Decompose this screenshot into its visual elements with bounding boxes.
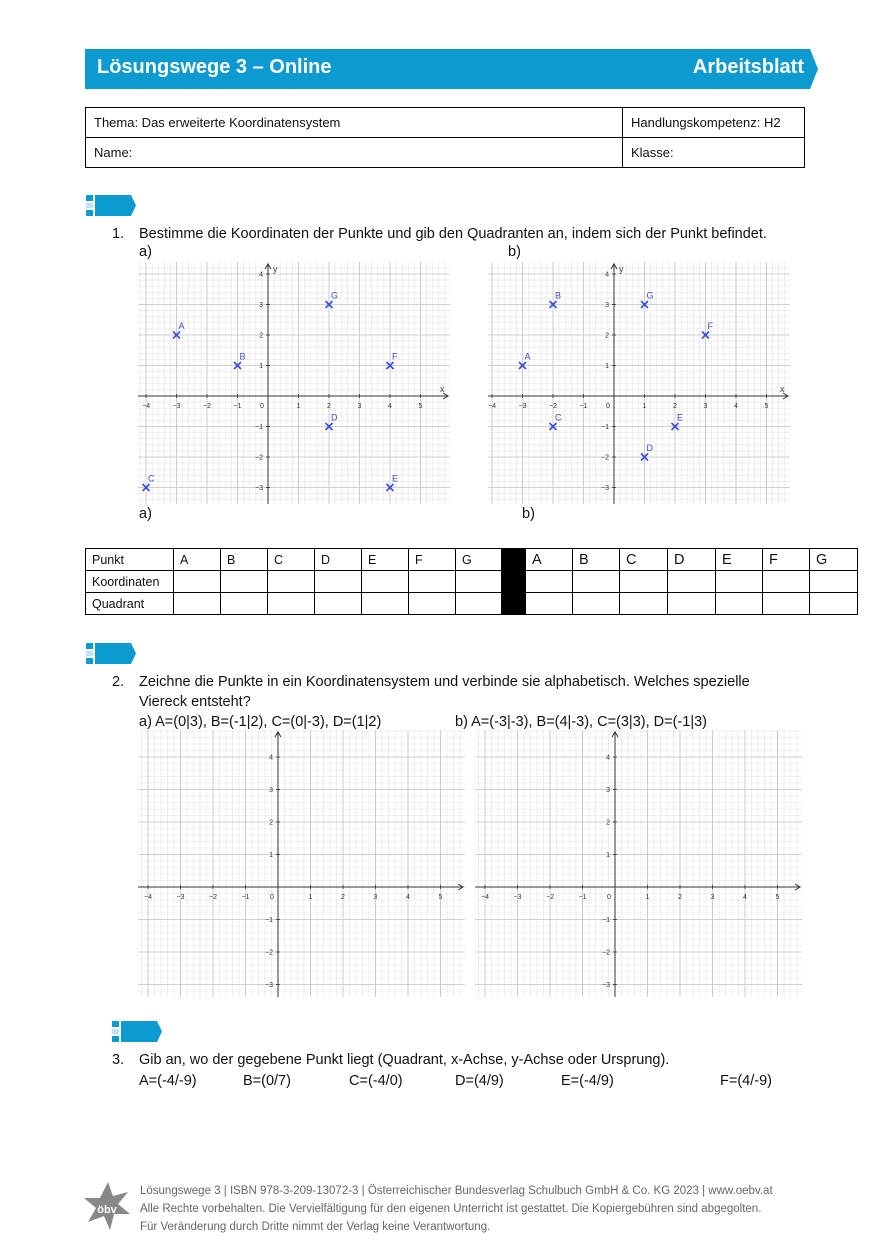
x-tick-label: −1 <box>233 403 242 410</box>
y-tick-label: −1 <box>602 917 610 924</box>
x-tick-label: 1 <box>296 403 301 410</box>
footer-line-1: Lösungswege 3 | ISBN 978-3-209-13072-3 | Österreichischer Bundesverlag Schulbuch GmbH & Co. KG 2023 | www.oebv.at <box>140 1185 773 1197</box>
point-header-b: C <box>620 549 668 571</box>
table-b-label: b) <box>522 506 535 522</box>
point-header-b: E <box>716 549 763 571</box>
task-2-sub-b: b) A=(-3|-3), B=(4|-3), C=(3|3), D=(-1|3) <box>455 714 707 730</box>
x-tick-label: −3 <box>513 894 522 901</box>
y-tick-label: 1 <box>269 852 273 859</box>
x-tick-label: 2 <box>678 894 682 901</box>
x-tick-label: −1 <box>241 894 250 901</box>
point-marker-d <box>326 413 339 431</box>
answer-cell[interactable] <box>174 571 221 593</box>
x-axis-label: x <box>440 384 445 394</box>
point-header-a: C <box>268 549 315 571</box>
y-axis-label: y <box>273 264 278 274</box>
answer-cell[interactable] <box>315 593 362 615</box>
point-header-a: D <box>315 549 362 571</box>
info-table <box>85 107 805 168</box>
task-3-point: A=(-4/-9) <box>139 1073 197 1089</box>
y-tick-label: 1 <box>606 852 610 859</box>
y-tick-label: 3 <box>606 787 610 794</box>
point-header-a: A <box>174 549 221 571</box>
header-banner <box>85 49 818 89</box>
x-tick-label: −3 <box>172 403 181 410</box>
y-tick-label: 4 <box>269 754 273 762</box>
point-header-a: F <box>409 549 456 571</box>
footer <box>140 1182 773 1236</box>
task-2-sub-a: a) A=(0|3), B=(-1|2), C=(0|-3), D=(1|2) <box>139 714 382 730</box>
point-label: G <box>331 290 339 301</box>
point-header-a: G <box>456 549 502 571</box>
point-header-b: F <box>763 549 810 571</box>
point-label: B <box>239 351 246 362</box>
point-header-b: G <box>810 549 858 571</box>
y-tick-label: 2 <box>606 819 610 827</box>
x-tick-label: 2 <box>327 403 331 410</box>
row-label: Punkt <box>86 549 174 571</box>
y-tick-label: −2 <box>265 949 273 957</box>
point-header-b: B <box>573 549 620 571</box>
y-tick-label: −2 <box>255 454 263 462</box>
task-2-text-line2: Viereck entsteht? <box>139 694 251 710</box>
answer-cell[interactable] <box>716 593 763 615</box>
point-marker-g <box>326 291 339 309</box>
name-field[interactable]: Name: <box>86 138 623 168</box>
y-tick-label: −3 <box>255 485 263 492</box>
table-a-label: a) <box>139 506 152 522</box>
y-tick-label: 2 <box>269 819 273 827</box>
answer-cell[interactable] <box>174 593 221 615</box>
x-tick-label: 2 <box>673 403 677 410</box>
point-marker-c <box>550 413 563 431</box>
task-3-point: E=(-4/9) <box>561 1073 614 1089</box>
answer-cell[interactable] <box>315 571 362 593</box>
y-tick-label: 3 <box>605 302 609 309</box>
answer-cell[interactable] <box>221 593 268 615</box>
x-tick-label: 2 <box>341 894 345 901</box>
answer-cell[interactable] <box>362 593 409 615</box>
coordinate-system <box>475 730 802 997</box>
coordinate-system <box>488 262 790 504</box>
x-tick-label: 1 <box>642 403 647 410</box>
point-header-b: A <box>526 549 573 571</box>
oebv-logo-icon <box>80 1178 136 1234</box>
header-doc-type: Arbeitsblatt <box>692 56 804 78</box>
answer-cell[interactable] <box>362 571 409 593</box>
section-marker-1 <box>86 195 138 217</box>
answer-cell[interactable] <box>526 571 573 593</box>
x-tick-label: 3 <box>710 894 715 901</box>
answer-cell[interactable] <box>456 571 502 593</box>
task-3-number: 3. <box>112 1052 125 1068</box>
y-tick-label: 4 <box>606 754 610 762</box>
answer-cell[interactable] <box>810 571 858 593</box>
x-tick-label: 0 <box>260 403 264 410</box>
answer-cell[interactable] <box>573 571 620 593</box>
answer-cell[interactable] <box>268 593 315 615</box>
point-label: E <box>677 412 684 423</box>
point-marker-d <box>641 443 654 461</box>
x-tick-label: −3 <box>176 894 185 901</box>
point-marker-c <box>143 474 156 492</box>
point-label: D <box>331 412 338 423</box>
y-axis-label: y <box>619 264 624 274</box>
graph-b-label: b) <box>508 244 521 260</box>
point-header-a: E <box>362 549 409 571</box>
section-marker-2 <box>86 643 138 665</box>
y-tick-label: 2 <box>605 332 609 340</box>
y-tick-label: −1 <box>255 424 263 431</box>
x-tick-label: 1 <box>645 894 650 901</box>
table-row-koordinaten <box>86 571 858 593</box>
topic-cell: Thema: Das erweiterte Koordinatensystem <box>86 108 623 138</box>
separator-cell <box>502 593 526 615</box>
point-label: D <box>646 443 653 453</box>
table-row-punkt <box>86 549 858 571</box>
task-2-text-line1: Zeichne die Punkte in ein Koordinatensystem und verbinde sie alphabetisch. Welches spezielle <box>139 674 750 690</box>
x-tick-label: 5 <box>775 894 780 901</box>
x-tick-label: −4 <box>144 894 152 901</box>
x-tick-label: 0 <box>270 894 274 901</box>
logo-text: öbv <box>97 1204 117 1216</box>
row-label: Quadrant <box>86 593 174 615</box>
x-tick-label: −1 <box>579 403 588 410</box>
x-tick-label: −2 <box>203 403 211 410</box>
task-3-point: F=(4/-9) <box>720 1073 772 1089</box>
answer-cell[interactable] <box>409 593 456 615</box>
task-3-point: B=(0/7) <box>243 1073 291 1089</box>
class-field[interactable]: Klasse: <box>623 138 805 168</box>
x-tick-label: 3 <box>373 894 378 901</box>
answer-cell[interactable] <box>526 593 573 615</box>
footer-line-2: Alle Rechte vorbehalten. Die Vervielfältigung für den eigenen Unterricht ist gestattet. Die Kopiergebühren sind abgegolten. <box>140 1203 762 1215</box>
y-tick-label: −3 <box>601 485 609 492</box>
x-axis-label: x <box>780 384 785 394</box>
x-tick-label: −4 <box>488 403 496 410</box>
x-tick-label: 1 <box>308 894 313 901</box>
coordinate-graph-b <box>488 262 790 509</box>
answer-cell[interactable] <box>668 593 716 615</box>
coordinate-system <box>138 262 450 504</box>
answer-cell[interactable] <box>456 593 502 615</box>
y-tick-label: −3 <box>265 982 273 989</box>
x-tick-label: 5 <box>438 894 443 901</box>
task-3-point: D=(4/9) <box>455 1073 504 1089</box>
point-label: E <box>392 473 399 484</box>
x-tick-label: 4 <box>734 403 738 410</box>
separator-cell <box>502 571 526 593</box>
x-tick-label: 0 <box>606 403 610 410</box>
answer-table <box>85 548 858 615</box>
x-tick-label: 4 <box>743 894 747 901</box>
empty-graph-b[interactable] <box>475 730 802 1002</box>
point-label: B <box>555 290 562 301</box>
x-tick-label: −2 <box>546 894 554 901</box>
footer-line-3: Für Veränderung durch Dritte nimmt der Verlag keine Verantwortung. <box>140 1221 491 1233</box>
answer-cell[interactable] <box>620 571 668 593</box>
table-row-quadrant <box>86 593 858 615</box>
x-tick-label: −2 <box>549 403 557 410</box>
answer-cell[interactable] <box>409 571 456 593</box>
task-2-number: 2. <box>112 674 125 690</box>
task-1-text: Bestimme die Koordinaten der Punkte und gib den Quadranten an, indem sich der Punkt befindet. <box>139 226 767 242</box>
y-tick-label: −2 <box>601 454 609 462</box>
answer-cell[interactable] <box>810 593 858 615</box>
coordinate-system <box>138 730 465 997</box>
point-header-b: D <box>668 549 716 571</box>
y-tick-label: 3 <box>259 302 263 309</box>
task-3-point: C=(-4/0) <box>349 1073 403 1089</box>
x-tick-label: −4 <box>142 403 150 410</box>
y-tick-label: −2 <box>602 949 610 957</box>
point-label: F <box>392 351 398 362</box>
y-tick-label: 2 <box>259 332 263 340</box>
answer-cell[interactable] <box>620 593 668 615</box>
y-tick-label: −1 <box>601 424 609 431</box>
answer-cell[interactable] <box>221 571 268 593</box>
y-tick-label: 3 <box>269 787 273 794</box>
y-tick-label: 1 <box>605 363 609 370</box>
point-label: A <box>178 321 185 331</box>
y-tick-label: −1 <box>265 917 273 924</box>
row-label: Koordinaten <box>86 571 174 593</box>
y-tick-label: 1 <box>259 363 263 370</box>
y-tick-label: −3 <box>602 982 610 989</box>
x-tick-label: 4 <box>406 894 410 901</box>
x-tick-label: 5 <box>764 403 769 410</box>
empty-graph-a[interactable] <box>138 730 465 1002</box>
point-label: A <box>524 351 531 362</box>
task-3-text: Gib an, wo der gegebene Punkt liegt (Quadrant, x-Achse, y-Achse oder Ursprung). <box>139 1052 670 1068</box>
x-tick-label: −4 <box>481 894 489 901</box>
point-label: C <box>555 412 562 423</box>
y-tick-label: 4 <box>259 271 263 279</box>
answer-cell[interactable] <box>763 593 810 615</box>
y-tick-label: 4 <box>605 271 609 279</box>
competence-cell: Handlungskompetenz: H2 <box>623 108 805 138</box>
answer-cell[interactable] <box>668 571 716 593</box>
point-header-a: B <box>221 549 268 571</box>
x-tick-label: 5 <box>418 403 423 410</box>
x-tick-label: 0 <box>607 894 611 901</box>
separator-cell <box>502 549 526 571</box>
x-tick-label: −1 <box>578 894 587 901</box>
point-label: G <box>646 290 654 301</box>
answer-cell[interactable] <box>763 571 810 593</box>
answer-cell[interactable] <box>716 571 763 593</box>
header-title: Lösungswege 3 – Online <box>97 56 332 78</box>
answer-cell[interactable] <box>268 571 315 593</box>
graph-a-label: a) <box>139 244 152 260</box>
x-tick-label: 3 <box>703 403 708 410</box>
answer-cell[interactable] <box>573 593 620 615</box>
section-marker-3 <box>112 1021 164 1043</box>
point-label: F <box>707 321 713 331</box>
x-tick-label: −2 <box>209 894 217 901</box>
x-tick-label: −3 <box>518 403 527 410</box>
x-tick-label: 3 <box>357 403 362 410</box>
coordinate-graph-a <box>138 262 450 509</box>
point-label: C <box>148 473 155 484</box>
task-1-number: 1. <box>112 226 125 242</box>
point-marker-g <box>641 291 654 309</box>
x-tick-label: 4 <box>388 403 392 410</box>
